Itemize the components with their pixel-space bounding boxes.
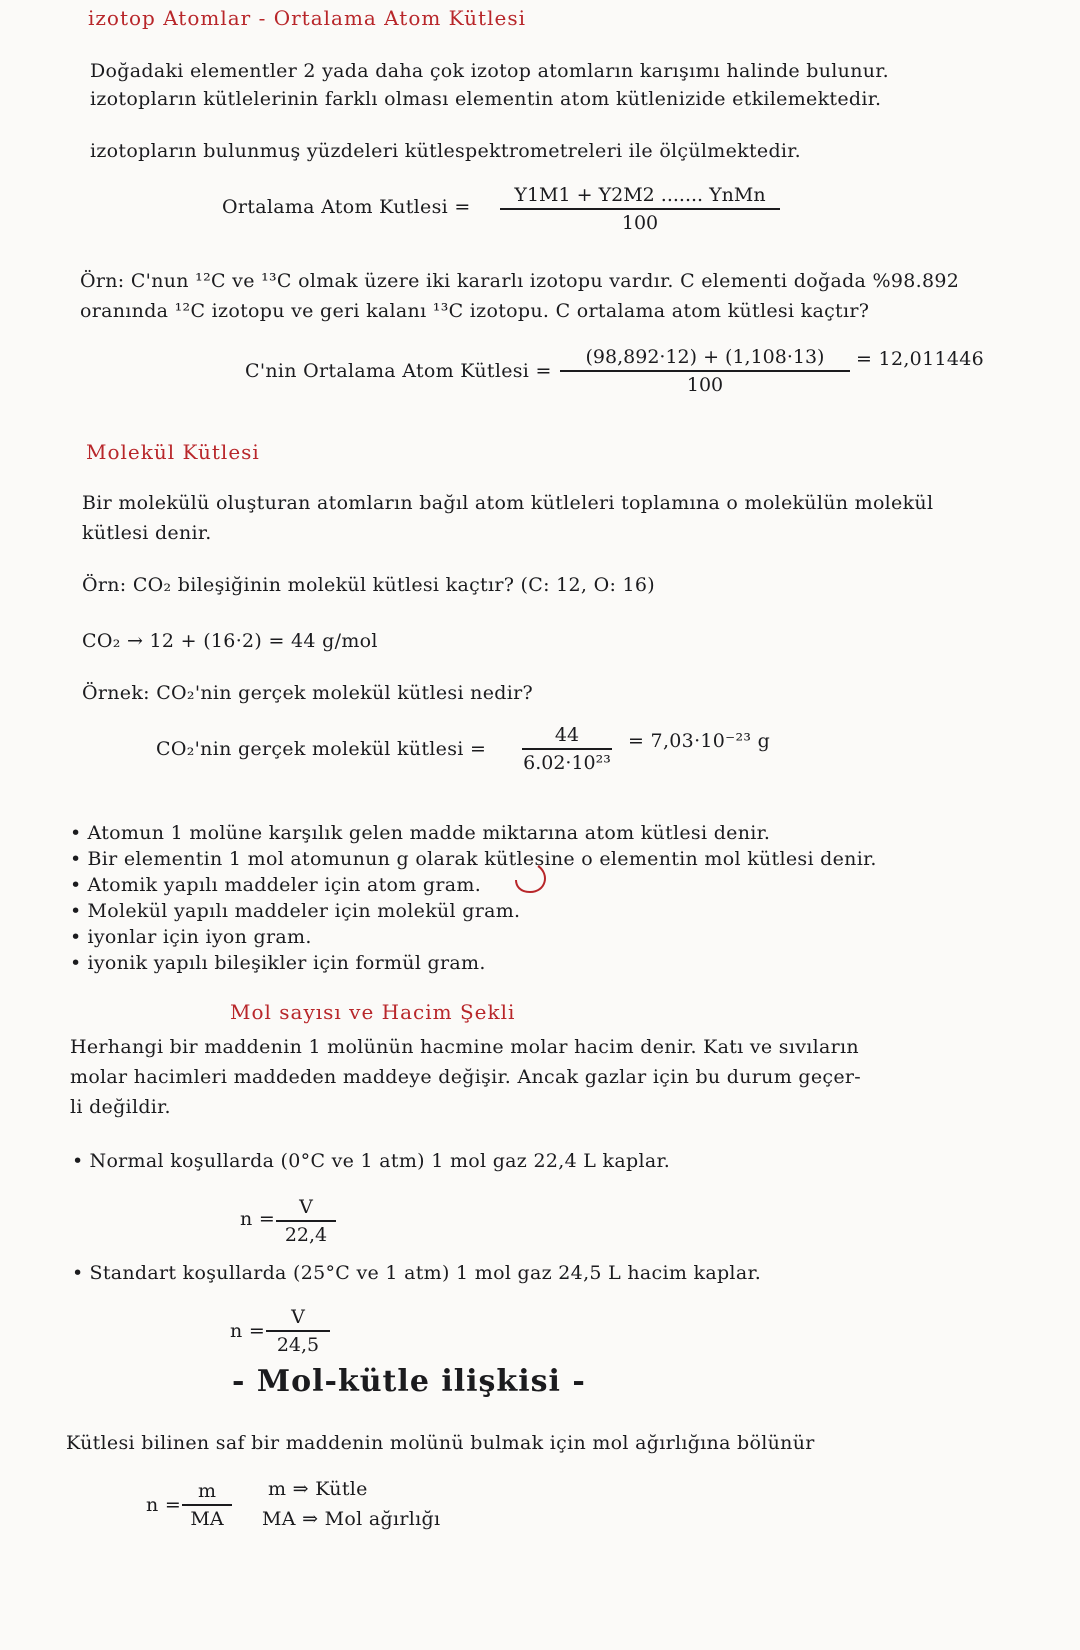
normal-conditions-text: • Normal koşullarda (0°C ve 1 atm) 1 mol gaz 22,4 L kaplar. <box>72 1150 670 1172</box>
example3-numerator: 44 <box>522 724 612 750</box>
normal-formula-fraction <box>276 1196 336 1246</box>
bullet-item: • Molekül yapılı maddeler için molekül gram. <box>70 900 520 922</box>
volume-title: Mol sayısı ve Hacim Şekli <box>230 1000 516 1024</box>
example1-denominator: 100 <box>686 374 724 396</box>
mass-formula-denominator: MA <box>190 1508 224 1530</box>
average-formula-fraction <box>500 184 780 234</box>
standard-formula-numerator: V <box>266 1306 330 1332</box>
mass-formula-numerator: m <box>182 1480 232 1506</box>
standard-formula-fraction <box>266 1306 330 1356</box>
average-formula-denominator: 100 <box>621 212 659 234</box>
isotope-paragraph-line-3: izotopların bulunmuş yüzdeleri kütlespektrometreleri ile ölçülmektedir. <box>90 140 801 162</box>
mass-formula-fraction <box>182 1480 232 1530</box>
normal-formula-denominator: 22,4 <box>284 1224 328 1246</box>
example3-denominator: 6.02·10²³ <box>523 752 611 774</box>
molecule-paragraph-line-1: Bir molekülü oluşturan atomların bağıl atom kütleleri toplamına o molekülün molekül <box>82 492 934 514</box>
example3-label: CO₂'nin gerçek molekül kütlesi = <box>156 738 487 760</box>
example1-label: C'nin Ortalama Atom Kütlesi = <box>245 360 552 382</box>
example1-line-2: oranında ¹²C izotopu ve geri kalanı ¹³C izotopu. C ortalama atom kütlesi kaçtır? <box>80 300 870 322</box>
legend-molar-mass: MA ⇒ Mol ağırlığı <box>262 1508 441 1530</box>
volume-paragraph-line-1: Herhangi bir maddenin 1 molünün hacmine molar hacim denir. Katı ve sıvıların <box>70 1036 859 1058</box>
mass-formula-lhs: n = <box>146 1494 182 1516</box>
example1-line-1: Örn: C'nun ¹²C ve ¹³C olmak üzere iki kararlı izotopu vardır. C elementi doğada %98.892 <box>80 270 960 292</box>
bullet-item: • Atomun 1 molüne karşılık gelen madde miktarına atom kütlesi denir. <box>70 822 770 844</box>
average-formula-label: Ortalama Atom Kutlesi = <box>222 196 471 218</box>
isotope-paragraph-line-2: izotopların kütlelerinin farklı olması elementin atom kütlenizide etkilemektedir. <box>90 88 882 110</box>
normal-formula-lhs: n = <box>240 1208 276 1230</box>
curved-arrow-icon <box>508 862 554 898</box>
isotope-title: izotop Atomlar - Ortalama Atom Kütlesi <box>88 6 526 30</box>
mass-title: - Mol-kütle ilişkisi - <box>232 1364 586 1399</box>
example3-result: = 7,03·10⁻²³ g <box>628 730 771 752</box>
normal-formula-numerator: V <box>276 1196 336 1222</box>
bullet-item: • iyonlar için iyon gram. <box>70 926 312 948</box>
example1-result: = 12,011446 <box>856 348 985 370</box>
volume-paragraph-line-2: molar hacimleri maddeden maddeye değişir. Ancak gazlar için bu durum geçer- <box>70 1066 861 1088</box>
volume-paragraph-line-3: li değildir. <box>70 1096 171 1118</box>
isotope-paragraph-line-1: Doğadaki elementler 2 yada daha çok izotop atomların karışımı halinde bulunur. <box>90 60 889 82</box>
bullet-item: • iyonik yapılı bileşikler için formül gram. <box>70 952 486 974</box>
standard-formula-lhs: n = <box>230 1320 266 1342</box>
example2-answer: CO₂ → 12 + (16·2) = 44 g/mol <box>82 630 378 652</box>
mass-paragraph: Kütlesi bilinen saf bir maddenin molünü bulmak için mol ağırlığına bölünür <box>66 1432 815 1454</box>
bullet-item: • Atomik yapılı maddeler için atom gram. <box>70 874 481 896</box>
bullet-item: • Bir elementin 1 mol atomunun g olarak kütlesine o elementin mol kütlesi denir. <box>70 848 877 870</box>
legend-mass: m ⇒ Kütle <box>268 1478 368 1500</box>
example3-fraction <box>522 724 612 774</box>
average-formula-numerator: Y1M1 + Y2M2 ....... YnMn <box>500 184 780 210</box>
example2-question: Örn: CO₂ bileşiğinin molekül kütlesi kaçtır? (C: 12, O: 16) <box>82 574 655 596</box>
example3-question: Örnek: CO₂'nin gerçek molekül kütlesi nedir? <box>82 682 533 704</box>
molecule-title: Molekül Kütlesi <box>86 440 260 464</box>
standard-conditions-text: • Standart koşullarda (25°C ve 1 atm) 1 mol gaz 24,5 L hacim kaplar. <box>72 1262 761 1284</box>
example1-fraction <box>560 346 850 396</box>
molecule-paragraph-line-2: kütlesi denir. <box>82 522 212 544</box>
standard-formula-denominator: 24,5 <box>276 1334 320 1356</box>
example1-numerator: (98,892·12) + (1,108·13) <box>560 346 850 372</box>
